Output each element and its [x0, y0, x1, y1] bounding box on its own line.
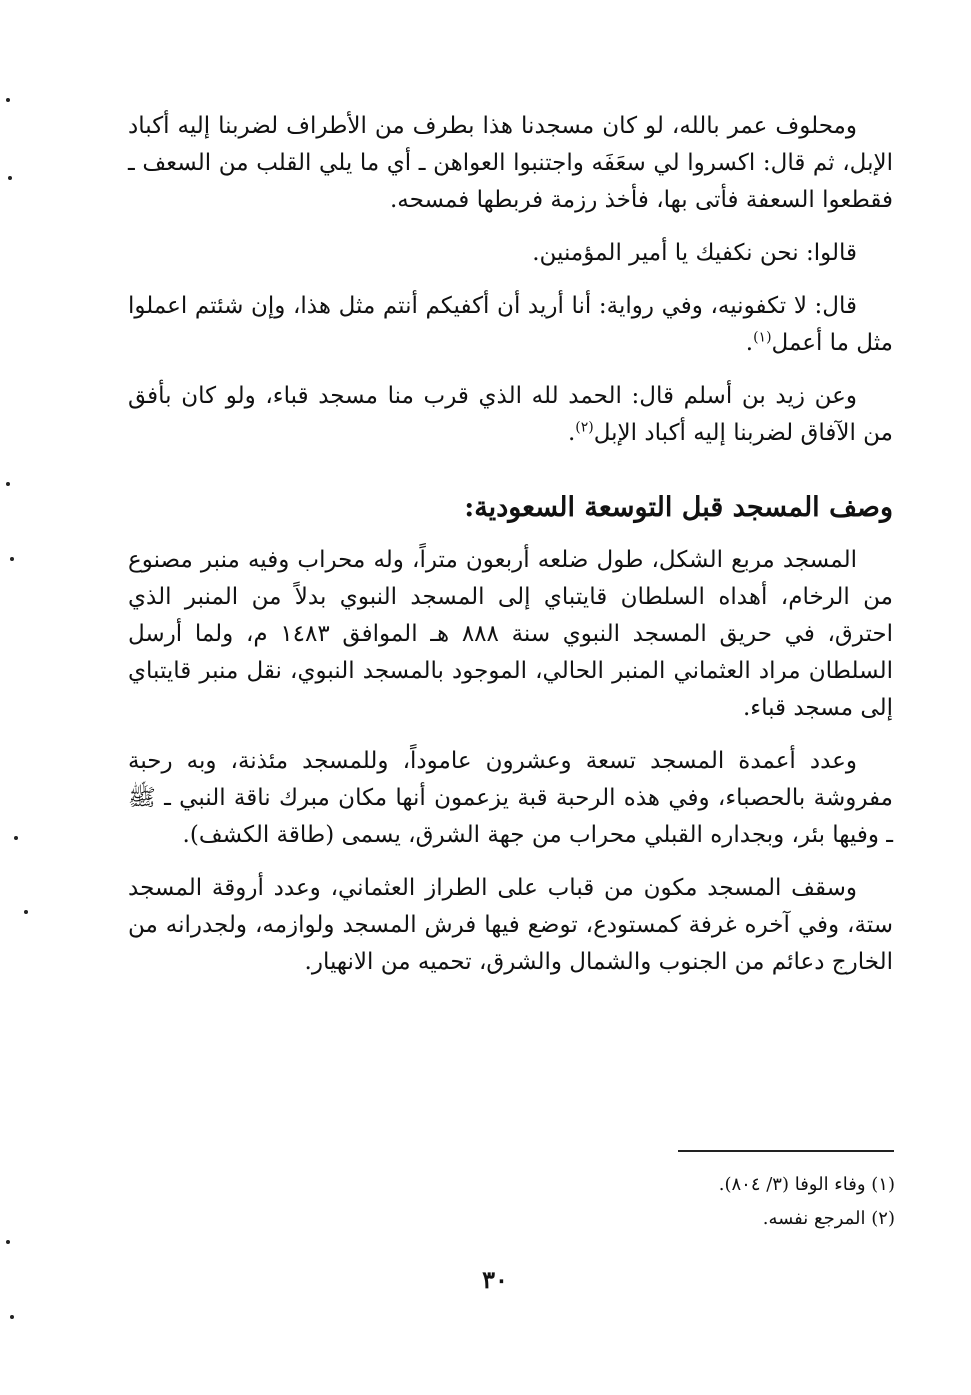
paragraph: [128, 378, 893, 452]
section-heading: وصف المسجد قبل التوسعة السعودية:: [464, 492, 893, 523]
paragraph: قالوا: نحن نكفيك يا أمير المؤمنين.: [532, 240, 857, 266]
footnote: (١) وفاء الوفا (٣/ ٨٠٤).: [718, 1174, 895, 1195]
page-number: ٣٠: [482, 1265, 508, 1294]
footnote: (٢) المرجع نفسه.: [762, 1208, 895, 1229]
scan-speck: [6, 98, 10, 102]
scan-speck: [6, 1240, 10, 1244]
scan-speck: [24, 910, 28, 914]
punctuation: .: [745, 330, 754, 356]
paragraph: ومحلوف عمر بالله، لو كان مسجدنا هذا بطرف من الأطراف لضربنا إليه أكباد الإبل، ثم قال: اكسروا لي سعَفَه واجتنبوا العواهن ـ أي ما يلي القلب من السعف ـ فقطعوا السعفة فأتى بها، فأخذ رزمة فربطها فمسحه.: [128, 113, 893, 213]
scan-speck: [6, 482, 10, 486]
footnote-ref: (١): [753, 329, 772, 346]
scan-speck: [10, 1315, 14, 1319]
paragraph: وسقف المسجد مكون من قباب على الطراز العثماني، وعدد أروقة المسجد ستة، وفي آخره غرفة كمستودع، توضع فيها فرش المسجد ولوازمه، ولجدرانه من الخارج دعائم من الجنوب والشمال والشرق، تحميه من الانهيار.: [128, 875, 893, 975]
paragraph: المسجد مربع الشكل، طول ضلعه أربعون متراً، وله محراب وفيه منبر مصنوع من الرخام، أهداه السلطان قايتباي إلى المسجد النبوي بدلاً من المنبر الذي احترق، في حريق المسجد النبوي سنة ٨٨٨ هـ الموافق ١٤٨٣ م، ولما أرسل السلطان مراد العثماني المنبر الحالي، الموجود بالمسجد النبوي، نقل منبر قايتباي إلى مسجد قباء.: [128, 547, 894, 721]
paragraph-text: وعن زيد بن أسلم قال: الحمد لله الذي قرب منا مسجد قباء، ولو كان بأفق من الآفاق لضربنا إليه أكباد الإبل: [128, 383, 893, 446]
paragraph: [128, 288, 893, 362]
footnotes: [395, 1168, 895, 1236]
scan-speck: [14, 836, 18, 840]
paragraph-text: قال: لا تكفونيه، وفي رواية: أنا أريد أن أكفيكم أنتم مثل هذا، وإن شئتم اعملوا مثل ما أعمل: [128, 293, 893, 356]
scan-speck: [8, 176, 12, 180]
footnote-ref: (٢): [575, 419, 594, 436]
scan-speck: [10, 557, 14, 561]
paragraph: وعدد أعمدة المسجد تسعة وعشرون عاموداً، وللمسجد مئذنة، وبه رحبة مفروشة بالحصباء، وفي هذه الرحبة قبة يزعمون أنها مكان مبرك ناقة النبي ـ ﷺ ـ وفيها بئر، وبجداره القبلي محراب من جهة الشرق، يسمى (طاقة الكشف).: [128, 748, 893, 848]
footnote-separator: [678, 1150, 894, 1152]
punctuation: .: [567, 420, 576, 446]
main-text: [128, 108, 893, 997]
